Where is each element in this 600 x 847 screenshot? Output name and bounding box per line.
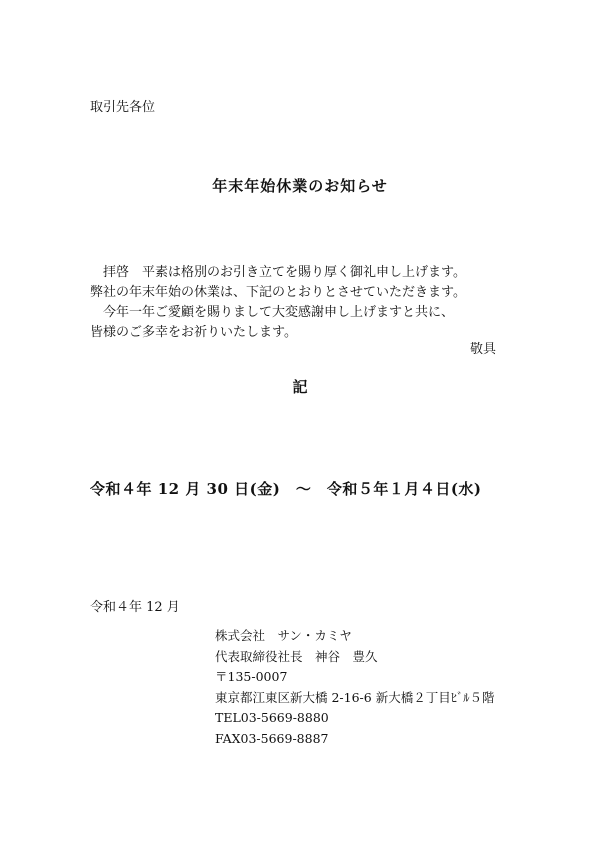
sender-company: 株式会社 サン・カミヤ (215, 628, 352, 643)
body-line: 皆様のご多幸をお祈りいたします。 (90, 325, 297, 340)
body-line: 今年一年ご愛顧を賜りまして大変感謝申し上げますと共に、 (90, 305, 455, 320)
sender-block (215, 626, 494, 749)
recipient-line: 取引先各位 (90, 100, 156, 115)
issue-date: 令和４年 12 月 (90, 600, 180, 615)
closing-keigu: 敬具 (470, 342, 497, 357)
body-line: 拝啓 平素は格別のお引き立てを賜り厚く御礼申し上げます。 (90, 265, 466, 280)
sender-tel: TEL03-5669-8880 (215, 710, 329, 725)
holiday-period: 令和４年 12 月 30 日(金) ～ 令和５年１月４日(水) (90, 480, 482, 498)
body-line: 弊社の年末年始の休業は、下記のとおりとさせていただきます。 (90, 285, 466, 300)
body-paragraph (90, 263, 466, 343)
document-title: 年末年始休業のお知らせ (212, 177, 388, 195)
sender-representative: 代表取締役社長 神谷 豊久 (215, 648, 378, 664)
sender-address: 東京都江東区新大橋 2-16-6 新大橋２丁目ﾋﾞﾙ５階 (215, 689, 495, 705)
sender-fax: FAX03-5669-8887 (215, 730, 329, 746)
ki-heading: 記 (292, 378, 308, 396)
sender-postal-code: 〒135-0007 (215, 669, 288, 684)
